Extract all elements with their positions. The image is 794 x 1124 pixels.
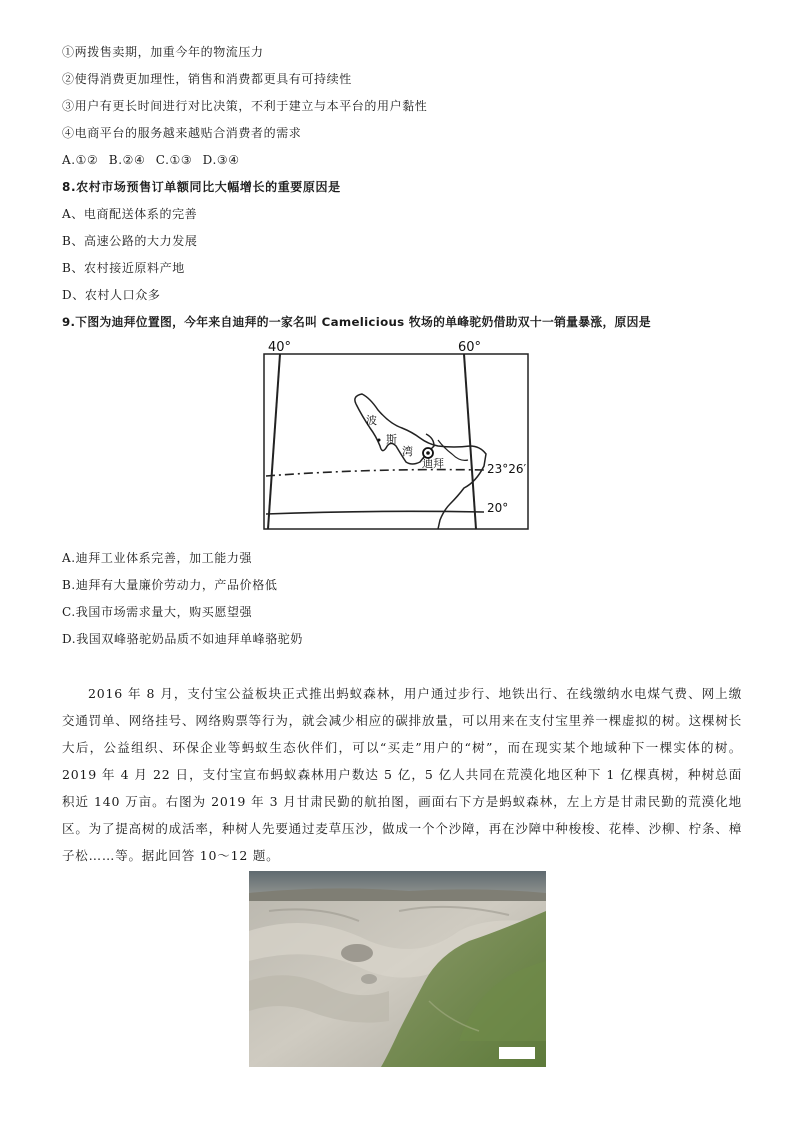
lon-label-60: 60°: [458, 340, 482, 355]
small-city-dot: [378, 439, 381, 442]
lon-label-40: 40°: [268, 340, 292, 355]
label-wan: 湾: [402, 445, 413, 458]
q7-option-3: ③用户有更长时间进行对比决策，不利于建立与本平台的用户黏性: [62, 99, 428, 113]
label-dubai: 迪拜: [422, 457, 444, 470]
dubai-marker-dot: [426, 451, 430, 455]
label-si: 斯: [386, 433, 397, 446]
q8-option-d: D、农村人口众多: [62, 288, 161, 302]
minqin-aerial-photo: [249, 871, 546, 1067]
dubai-location-map: [262, 336, 530, 534]
q7-option-1: ①两拨售卖期，加重今年的物流压力: [62, 45, 264, 59]
q9-option-a: A.迪拜工业体系完善，加工能力强: [62, 551, 253, 565]
q9-option-c: C.我国市场需求量大，购买愿望强: [62, 605, 253, 619]
q8-stem: 8.农村市场预售订单额同比大幅增长的重要原因是: [62, 180, 341, 194]
q8-option-b2: B、农村接近原料产地: [62, 261, 185, 275]
lat-label-tropic: 23°26′: [487, 462, 527, 476]
q7-choices: A.①② B.②④ C.①③ D.③④: [62, 153, 240, 167]
q9-stem: 9.下图为迪拜位置图，今年来自迪拜的一家名叫 Camelicious 牧场的单峰驼奶借助双十一销量暴涨，原因是: [62, 315, 651, 329]
ant-forest-passage: 2016 年 8 月，支付宝公益板块正式推出蚂蚁森林，用户通过步行、地铁出行、在线缴纳水电煤气费、网上缴交通罚单、网络挂号、网络购票等行为，就会减少相应的碳排放量，可以用来在支付宝里养一棵虚拟的树。这棵树长大后，公益组织、环保企业等蚂蚁生态伙伴们，可以“买走”用户的“树”，而在现实某个地域种下一棵实体的树。2019 年 4 月 22 日，支付宝宣布蚂蚁森林用户数达 5 亿，5 亿人共同在荒漠化地区种下 1 亿棵真树，种树总面积近 140 万亩。右图为 2019 年 3 月甘肃民勤的航拍图，画面右下方是蚂蚁森林，左上方是甘肃民勤的荒漠化地区。为了提高树的成活率，种树人先要通过麦草压沙，做成一个个沙障，再在沙障中种梭梭、花棒、沙柳、柠条、樟子松……等。据此回答 10～12 题。: [62, 686, 742, 863]
q7-option-2: ②使得消费更加理性，销售和消费都更具有可持续性: [62, 72, 352, 86]
q7-option-4: ④电商平台的服务越来越贴合消费者的需求: [62, 126, 302, 140]
q8-option-a: A、电商配送体系的完善: [62, 207, 198, 221]
label-bo: 波: [366, 414, 377, 427]
q9-option-b: B.迪拜有大量廉价劳动力，产品价格低: [62, 578, 278, 592]
lat-label-20: 20°: [487, 501, 509, 515]
q9-option-d: D.我国双峰骆驼奶品质不如迪拜单峰骆驼奶: [62, 632, 304, 646]
photo-scale-box: [499, 1047, 535, 1059]
q8-option-b: B、高速公路的大力发展: [62, 234, 198, 248]
